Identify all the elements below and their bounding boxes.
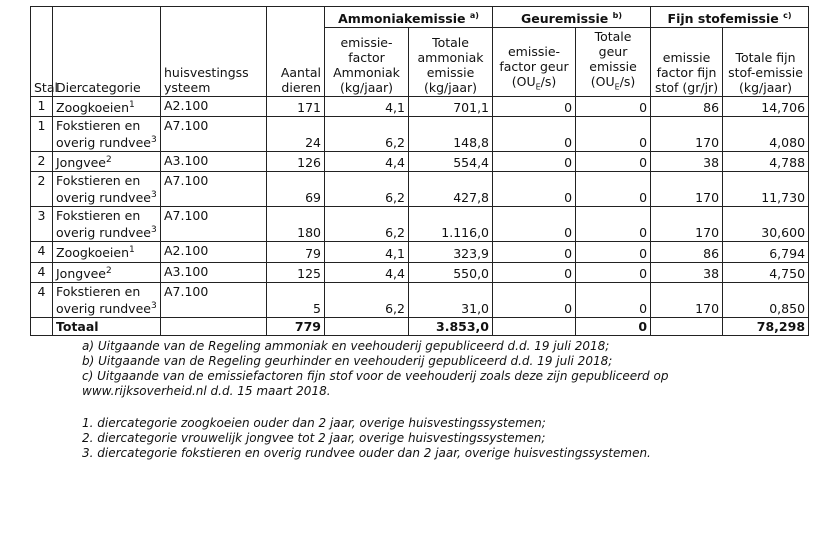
- row-nh3-factor: [325, 116, 409, 151]
- row-geur-total-value: 0: [639, 134, 648, 150]
- total-gt-value: 0: [638, 318, 648, 334]
- row-stal-value: 3: [37, 208, 46, 224]
- row-pm-factor-value: 86: [703, 245, 720, 261]
- total-gf-empty: [493, 317, 576, 335]
- row-pm-total-value: 6,794: [769, 245, 806, 261]
- row-pm-total: [723, 207, 809, 242]
- row-geur-total-value: 0: [639, 225, 648, 241]
- row-geur-total: [576, 262, 651, 282]
- total-row: [31, 317, 809, 335]
- row-pm-factor-value: 170: [695, 225, 720, 241]
- notes-spacer: [82, 399, 812, 416]
- row-diercategorie-value: Zoogkoeien: [56, 245, 130, 261]
- row-pm-factor: [651, 207, 723, 242]
- header-nh3-total: [409, 28, 493, 97]
- row-aantal: [267, 207, 325, 242]
- row-diercategorie-value: Fokstieren en overig rundvee: [56, 117, 151, 150]
- total-aantal-value: 779: [294, 318, 321, 334]
- row-nh3-total: [409, 242, 493, 262]
- row-nh3-total-value: 427,8: [453, 190, 490, 206]
- row-huisvesting: [161, 151, 267, 171]
- row-stal-value: 1: [37, 97, 46, 113]
- total-nh3t: [409, 317, 493, 335]
- row-pm-total-value: 30,600: [761, 225, 806, 241]
- note-b: b) Uitgaande van de Regeling geurhinder en veehouderij gepubliceerd d.d. 19 juli 2018;: [82, 353, 613, 368]
- total-pmf-empty: [651, 317, 723, 335]
- row-nh3-total-value: 31,0: [461, 300, 490, 316]
- row-pm-factor-value: 170: [695, 134, 720, 150]
- row-aantal: [267, 116, 325, 151]
- row-diercategorie-value: Zoogkoeien: [56, 99, 130, 115]
- row-aantal-value: 5: [313, 300, 321, 316]
- header-geur-factor-label: emissie-factor geur (OU: [499, 44, 569, 90]
- row-category-footnote-ref: 1: [129, 99, 135, 110]
- group-fijnstof: [651, 7, 809, 28]
- row-nh3-total-value: 323,9: [453, 245, 490, 261]
- row-aantal: [267, 172, 325, 207]
- row-nh3-factor-value: 6,2: [385, 225, 405, 241]
- note-a: a) Uitgaande van de Regeling ammoniak en veehouderij gepubliceerd d.d. 19 juli 2018;: [82, 338, 610, 353]
- header-geur-factor: [493, 28, 576, 97]
- row-pm-factor-value: 170: [695, 300, 720, 316]
- total-gt: [576, 317, 651, 335]
- row-pm-total: [723, 96, 809, 116]
- row-pm-total: [723, 282, 809, 317]
- row-diercategorie: [53, 282, 161, 317]
- row-huisvesting: [161, 242, 267, 262]
- table-row: [31, 151, 809, 171]
- row-geur-factor-value: 0: [564, 300, 573, 316]
- row-huisvesting: [161, 96, 267, 116]
- row-pm-factor-value: 38: [703, 265, 720, 281]
- row-nh3-total-value: 554,4: [453, 155, 490, 171]
- row-nh3-factor: [325, 172, 409, 207]
- row-pm-total-value: 4,080: [769, 134, 806, 150]
- header-pm-factor: [651, 28, 723, 97]
- row-nh3-total: [409, 207, 493, 242]
- row-nh3-factor-value: 6,2: [385, 190, 405, 206]
- header-pm-total-label: Totale fijn stof-emissie (kg/jaar): [728, 49, 803, 95]
- row-stal: [31, 172, 53, 207]
- row-pm-factor: [651, 96, 723, 116]
- row-nh3-total: [409, 282, 493, 317]
- row-huisvesting: [161, 282, 267, 317]
- row-nh3-factor: [325, 96, 409, 116]
- row-category-footnote-ref: 3: [150, 225, 157, 236]
- table-row: [31, 207, 809, 242]
- row-pm-total-value: 4,788: [769, 155, 806, 171]
- row-diercategorie-value: Jongvee: [56, 265, 106, 281]
- row-nh3-total: [409, 172, 493, 207]
- table-row: [31, 116, 809, 151]
- group-geur: [493, 7, 651, 28]
- row-stal: [31, 96, 53, 116]
- row-stal: [31, 116, 53, 151]
- row-geur-total-value: 0: [639, 190, 648, 206]
- row-stal-value: 1: [37, 117, 46, 133]
- table-body: [31, 96, 809, 317]
- total-pmt-value: 78,298: [756, 318, 806, 334]
- row-geur-factor-value: 0: [564, 265, 573, 281]
- row-pm-total-value: 11,730: [761, 190, 806, 206]
- row-geur-factor-value: 0: [564, 99, 573, 115]
- row-geur-total: [576, 96, 651, 116]
- row-nh3-total-value: 550,0: [453, 265, 490, 281]
- row-geur-total: [576, 207, 651, 242]
- row-huisvesting-value: A3.100: [164, 152, 209, 168]
- row-aantal-value: 126: [297, 155, 321, 171]
- row-geur-total-value: 0: [639, 300, 648, 316]
- row-aantal: [267, 262, 325, 282]
- row-nh3-factor: [325, 242, 409, 262]
- row-diercategorie: [53, 242, 161, 262]
- header-pm-factor-label: emissie factor fijn stof (gr/jr): [654, 49, 719, 95]
- total-stal-empty: [31, 317, 53, 335]
- row-nh3-factor: [325, 282, 409, 317]
- row-stal-value: 4: [37, 243, 46, 259]
- row-diercategorie: [53, 96, 161, 116]
- row-category-footnote-ref: 2: [105, 265, 112, 276]
- row-geur-factor: [493, 207, 576, 242]
- row-huisvesting-value: A2.100: [164, 243, 209, 259]
- row-nh3-total: [409, 151, 493, 171]
- table-row: [31, 242, 809, 262]
- row-huisvesting: [161, 262, 267, 282]
- row-geur-factor: [493, 96, 576, 116]
- row-pm-factor: [651, 262, 723, 282]
- group-geur-label: Geuremissie: [521, 11, 609, 27]
- row-geur-factor: [493, 172, 576, 207]
- header-geur-total: [576, 28, 651, 97]
- row-nh3-total: [409, 96, 493, 116]
- row-nh3-total: [409, 262, 493, 282]
- row-geur-factor: [493, 116, 576, 151]
- row-geur-factor: [493, 151, 576, 171]
- row-nh3-factor: [325, 151, 409, 171]
- emission-table: [30, 6, 809, 336]
- footnote-1: 1. diercategorie zoogkoeien ouder dan 2 jaar, overige huisvestingssystemen;: [82, 415, 546, 430]
- row-pm-factor-value: 170: [695, 190, 720, 206]
- row-geur-total: [576, 172, 651, 207]
- group-ammoniak-sup: a): [469, 11, 479, 20]
- row-geur-total: [576, 151, 651, 171]
- row-huisvesting-value: A7.100: [164, 173, 209, 189]
- row-aantal: [267, 282, 325, 317]
- header-geur-factor-sub: E: [535, 82, 541, 92]
- row-pm-total-value: 0,850: [769, 300, 806, 316]
- row-pm-factor-value: 38: [703, 155, 720, 171]
- row-aantal-value: 180: [297, 225, 321, 241]
- row-geur-total: [576, 116, 651, 151]
- header-huisvesting: [161, 7, 267, 97]
- row-geur-factor: [493, 262, 576, 282]
- row-geur-total-value: 0: [639, 245, 648, 261]
- row-aantal-value: 69: [305, 190, 321, 206]
- row-category-footnote-ref: 3: [150, 190, 157, 201]
- header-huisvesting-label: huisvestingss ysteem: [164, 64, 249, 95]
- row-stal: [31, 151, 53, 171]
- row-nh3-factor-value: 4,1: [385, 99, 405, 115]
- row-geur-factor-value: 0: [564, 155, 573, 171]
- row-diercategorie: [53, 116, 161, 151]
- table-row: [31, 172, 809, 207]
- row-nh3-factor-value: 4,4: [385, 265, 405, 281]
- row-geur-factor-value: 0: [564, 245, 573, 261]
- row-pm-factor: [651, 151, 723, 171]
- row-nh3-factor-value: 6,2: [385, 300, 405, 316]
- row-huisvesting-value: A7.100: [164, 117, 209, 133]
- row-category-footnote-ref: 2: [105, 154, 112, 165]
- total-aantal: [267, 317, 325, 335]
- header-geur-total-unit: /s): [619, 74, 636, 90]
- row-stal: [31, 207, 53, 242]
- row-geur-factor-value: 0: [564, 225, 573, 241]
- row-huisvesting: [161, 172, 267, 207]
- header-stal: [31, 7, 58, 97]
- table-row: [31, 262, 809, 282]
- row-pm-factor: [651, 282, 723, 317]
- row-stal: [31, 282, 53, 317]
- row-geur-total-value: 0: [639, 265, 648, 281]
- header-aantal: [267, 7, 325, 97]
- total-nh3f-empty: [325, 317, 409, 335]
- row-huisvesting: [161, 207, 267, 242]
- footnotes: [82, 339, 812, 461]
- row-aantal: [267, 151, 325, 171]
- row-aantal-value: 79: [305, 245, 321, 261]
- footnote-2: 2. diercategorie vrouwelijk jongvee tot 2 jaar, overige huisvestingssystemen;: [82, 430, 546, 445]
- row-diercategorie: [53, 262, 161, 282]
- header-geur-total-label: Totale geur emissie (OU: [589, 29, 637, 90]
- row-nh3-factor-value: 4,4: [385, 155, 405, 171]
- row-pm-total-value: 4,750: [769, 265, 806, 281]
- note-c-line1: c) Uitgaande van de emissiefactoren fijn stof voor de veehouderij zoals deze zijn gepubliceerd op: [82, 368, 669, 383]
- row-huisvesting-value: A7.100: [164, 283, 209, 299]
- row-aantal: [267, 96, 325, 116]
- total-hs-empty: [161, 317, 267, 335]
- footnote-3: 3. diercategorie fokstieren en overig rundvee ouder dan 2 jaar, overige huisvestingssystemen.: [82, 445, 651, 460]
- row-pm-factor-value: 86: [703, 99, 720, 115]
- group-ammoniak-label: Ammoniakemissie: [338, 11, 466, 27]
- row-diercategorie: [53, 151, 161, 171]
- header-geur-total-sub: E: [614, 82, 620, 92]
- header-diercategorie: [53, 7, 161, 97]
- document-page: [30, 6, 812, 461]
- row-aantal-value: 125: [297, 265, 321, 281]
- table-row: [31, 96, 809, 116]
- row-nh3-factor-value: 4,1: [385, 245, 405, 261]
- header-aantal-label: Aantal dieren: [280, 64, 321, 95]
- row-nh3-factor-value: 6,2: [385, 134, 405, 150]
- row-pm-factor: [651, 116, 723, 151]
- row-huisvesting: [161, 116, 267, 151]
- row-nh3-factor: [325, 262, 409, 282]
- row-diercategorie-value: Jongvee: [56, 155, 106, 171]
- row-geur-factor: [493, 242, 576, 262]
- row-aantal-value: 171: [297, 99, 321, 115]
- row-category-footnote-ref: 1: [129, 245, 135, 256]
- row-geur-total-value: 0: [639, 99, 648, 115]
- row-stal-value: 2: [37, 173, 46, 189]
- total-label-text: Totaal: [56, 318, 99, 334]
- header-pm-total: [723, 28, 809, 97]
- row-nh3-total-value: 701,1: [453, 99, 490, 115]
- row-diercategorie-value: Fokstieren en overig rundvee: [56, 283, 151, 316]
- row-pm-total: [723, 116, 809, 151]
- row-pm-total: [723, 172, 809, 207]
- total-pmt: [723, 317, 809, 335]
- row-diercategorie: [53, 207, 161, 242]
- row-geur-factor-value: 0: [564, 134, 573, 150]
- row-stal-value: 4: [37, 283, 46, 299]
- row-nh3-total-value: 1.116,0: [441, 225, 490, 241]
- row-stal-value: 4: [37, 263, 46, 279]
- row-geur-factor: [493, 282, 576, 317]
- row-geur-factor-value: 0: [564, 190, 573, 206]
- total-nh3t-value: 3.853,0: [436, 318, 490, 334]
- header-diercategorie-label: Diercategorie: [56, 79, 141, 95]
- row-diercategorie: [53, 172, 161, 207]
- header-nh3-total-label: Totale ammoniak emissie (kg/jaar): [417, 34, 484, 95]
- group-geur-sup: b): [612, 11, 623, 20]
- row-stal: [31, 262, 53, 282]
- row-aantal: [267, 242, 325, 262]
- header-stal-label: Stal: [34, 79, 58, 95]
- total-label: [53, 317, 161, 335]
- row-geur-total-value: 0: [639, 155, 648, 171]
- row-diercategorie-value: Fokstieren en overig rundvee: [56, 208, 151, 241]
- row-pm-total: [723, 242, 809, 262]
- row-huisvesting-value: A3.100: [164, 263, 209, 279]
- group-ammoniak: [325, 7, 493, 28]
- row-huisvesting-value: A2.100: [164, 97, 209, 113]
- table-row: [31, 282, 809, 317]
- note-c-line2: www.rijksoverheid.nl d.d. 15 maart 2018.: [82, 383, 331, 398]
- group-fijnstof-sup: c): [783, 11, 792, 20]
- row-pm-factor: [651, 172, 723, 207]
- row-nh3-total-value: 148,8: [453, 134, 490, 150]
- header-nh3-factor: [325, 28, 409, 97]
- row-aantal-value: 24: [305, 134, 321, 150]
- row-pm-total: [723, 262, 809, 282]
- row-pm-factor: [651, 242, 723, 262]
- group-header-row: [31, 7, 809, 28]
- row-diercategorie-value: Fokstieren en overig rundvee: [56, 173, 151, 206]
- row-category-footnote-ref: 3: [150, 134, 157, 145]
- header-geur-factor-unit: /s): [540, 74, 557, 90]
- row-stal: [31, 242, 53, 262]
- row-pm-total: [723, 151, 809, 171]
- row-geur-total: [576, 242, 651, 262]
- row-nh3-total: [409, 116, 493, 151]
- group-fijnstof-label: Fijn stofemissie: [667, 11, 779, 27]
- row-huisvesting-value: A7.100: [164, 208, 209, 224]
- header-nh3-factor-label: emissie-factor Ammoniak (kg/jaar): [333, 34, 400, 95]
- row-nh3-factor: [325, 207, 409, 242]
- row-category-footnote-ref: 3: [150, 300, 157, 311]
- row-pm-total-value: 14,706: [761, 99, 806, 115]
- row-stal-value: 2: [37, 152, 46, 168]
- row-geur-total: [576, 282, 651, 317]
